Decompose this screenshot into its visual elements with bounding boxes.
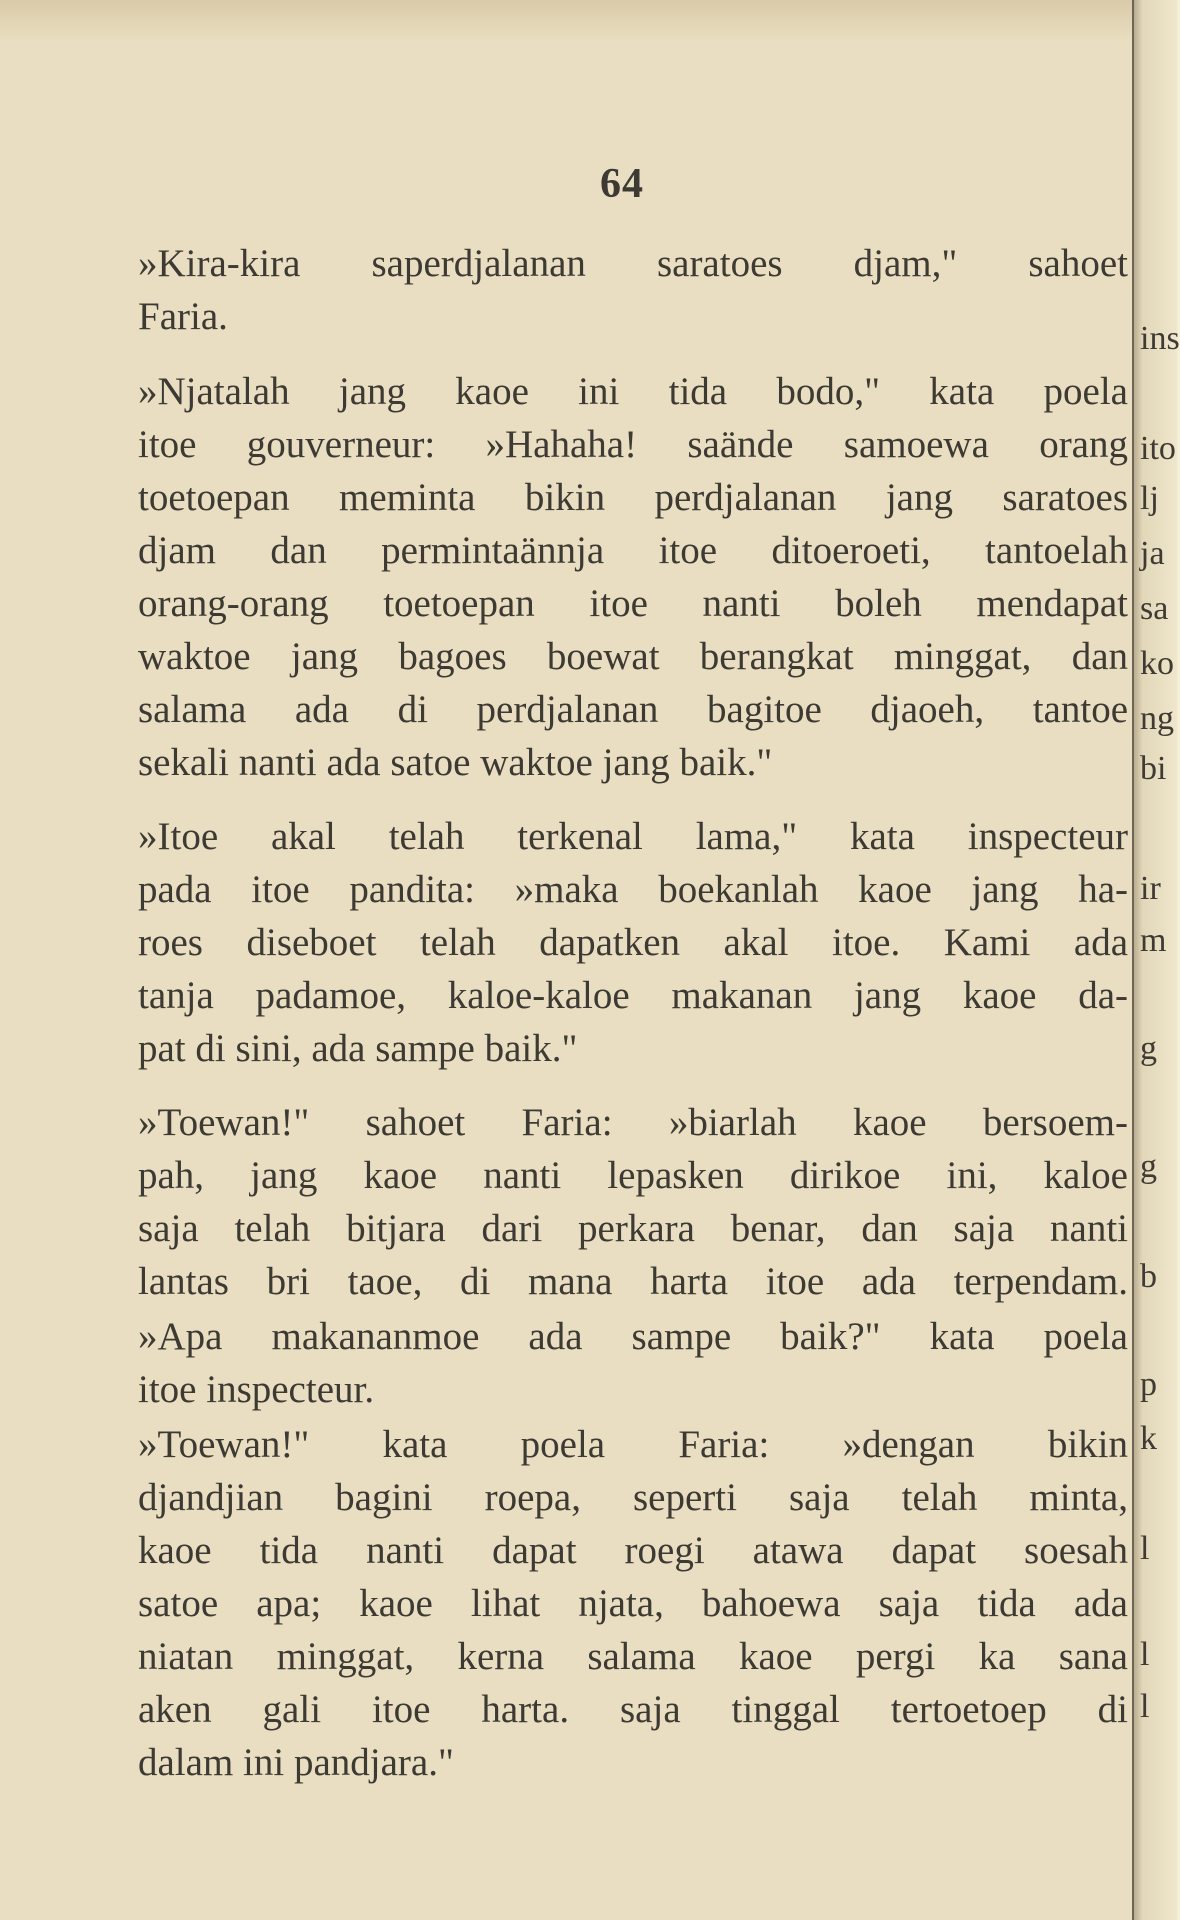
text-line: »Toewan!" sahoet Faria: »biarlah kaoe bersoem- bbox=[138, 1101, 1128, 1144]
adjacent-page-fragment: ko bbox=[1140, 645, 1174, 682]
adjacent-page-fragment: bi bbox=[1140, 750, 1167, 787]
text-line: pada itoe pandita: »maka boekanlah kaoe jang ha- bbox=[138, 868, 1128, 911]
adjacent-page-fragment: g bbox=[1140, 1148, 1157, 1185]
text-line: tanja padamoe, kaloe-kaloe makanan jang kaoe da- bbox=[138, 974, 1128, 1017]
text-line: dalam ini pandjara." bbox=[138, 1741, 454, 1784]
text-line: niatan minggat, kerna salama kaoe pergi ka sana bbox=[138, 1635, 1128, 1678]
adjacent-page-fragment: l bbox=[1140, 1688, 1150, 1725]
text-line: »Njatalah jang kaoe ini tida bodo," kata poela bbox=[138, 370, 1128, 413]
text-line: roes diseboet telah dapatken akal itoe. Kami ada bbox=[138, 921, 1128, 964]
adjacent-page-fragment: l bbox=[1140, 1530, 1150, 1567]
text-line: aken gali itoe harta. saja tinggal tertoetoep di bbox=[138, 1688, 1128, 1731]
adjacent-page-fragment: l bbox=[1140, 1636, 1150, 1673]
text-line: toetoepan meminta bikin perdjalanan jang saratoes bbox=[138, 476, 1128, 519]
adjacent-page-fragment: ja bbox=[1140, 535, 1165, 572]
text-line: pah, jang kaoe nanti lepasken dirikoe ini, kaloe bbox=[138, 1154, 1128, 1197]
page-number: 64 bbox=[600, 161, 644, 207]
text-line: lantas bri taoe, di mana harta itoe ada terpendam. bbox=[138, 1260, 1128, 1303]
adjacent-page-fragment: g bbox=[1140, 1030, 1157, 1067]
adjacent-page-edge bbox=[1132, 0, 1180, 1920]
text-line: Faria. bbox=[138, 295, 228, 338]
adjacent-page-fragment: p bbox=[1140, 1366, 1157, 1403]
text-line: djam dan permintaännja itoe ditoeroeti, tantoelah bbox=[138, 529, 1128, 572]
text-line: satoe apa; kaoe lihat njata, bahoewa saja tida ada bbox=[138, 1582, 1128, 1625]
text-line: itoe gouverneur: »Hahaha! saände samoewa orang bbox=[138, 423, 1128, 466]
text-line: djandjian bagini roepa, seperti saja telah minta, bbox=[138, 1476, 1128, 1519]
text-line: »Itoe akal telah terkenal lama," kata inspecteur bbox=[138, 815, 1128, 858]
adjacent-page-fragment: ng bbox=[1140, 700, 1174, 737]
text-line: saja telah bitjara dari perkara benar, dan saja nanti bbox=[138, 1207, 1128, 1250]
adjacent-page-fragment: ito bbox=[1140, 430, 1176, 467]
adjacent-page-fragment: b bbox=[1140, 1258, 1157, 1295]
text-line: »Toewan!" kata poela Faria: »dengan bikin bbox=[138, 1423, 1128, 1466]
text-line: kaoe tida nanti dapat roegi atawa dapat soesah bbox=[138, 1529, 1128, 1572]
adjacent-page-fragment: m bbox=[1140, 922, 1167, 959]
text-line: orang-orang toetoepan itoe nanti boleh mendapat bbox=[138, 582, 1128, 625]
text-line: pat di sini, ada sampe baik." bbox=[138, 1027, 578, 1070]
text-line: sekali nanti ada satoe waktoe jang baik." bbox=[138, 741, 773, 784]
adjacent-page-fragment: sa bbox=[1140, 590, 1169, 627]
adjacent-page-fragment: ir bbox=[1140, 870, 1161, 907]
text-line: salama ada di perdjalanan bagitoe djaoeh, tantoe bbox=[138, 688, 1128, 731]
text-line: »Kira-kira saperdjalanan saratoes djam," sahoet bbox=[138, 242, 1128, 285]
adjacent-page-fragment: ins bbox=[1140, 320, 1180, 357]
text-line: itoe inspecteur. bbox=[138, 1368, 375, 1411]
text-line: »Apa makananmoe ada sampe baik?" kata poela bbox=[138, 1315, 1128, 1358]
adjacent-page-fragment: k bbox=[1140, 1420, 1157, 1457]
page-top-edge bbox=[0, 0, 1175, 42]
adjacent-page-fragment: lj bbox=[1140, 480, 1159, 517]
text-line: waktoe jang bagoes boewat berangkat minggat, dan bbox=[138, 635, 1128, 678]
